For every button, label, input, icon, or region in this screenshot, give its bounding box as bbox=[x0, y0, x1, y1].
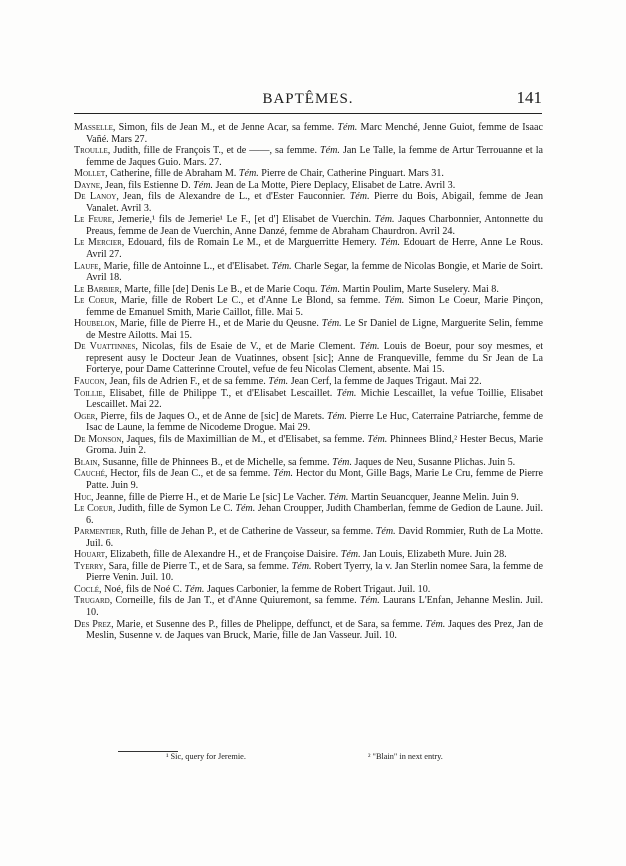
baptism-entry: Toillie, Elisabet, fille de Philippe T., et d'Elisabet Lescaillet. Tém. Michie Lescaillet, la vefue Toillie, Elisabet Lescaillet. Mai 22. bbox=[74, 387, 543, 411]
surname: Laufe bbox=[74, 260, 99, 272]
surname: Trugard bbox=[74, 595, 110, 607]
surname: Blain bbox=[74, 456, 98, 468]
surname: Faucon bbox=[74, 376, 105, 388]
witness-label: Tém. bbox=[340, 549, 361, 561]
footnote-2: ² "Blain" in next entry. bbox=[368, 752, 443, 761]
surname: Houbelon bbox=[74, 318, 115, 330]
surname: Dayne bbox=[74, 179, 101, 191]
page-title: BAPTÊMES. bbox=[262, 91, 354, 107]
baptism-entry: Houbelon, Marie, fille de Pierre H., et de Marie du Qeusne. Tém. Le Sr Daniel de Ligne, Marguerite Selin, femme de Mestre Ailotts. Mai 15. bbox=[74, 318, 543, 341]
witness-label: Tém. bbox=[380, 237, 401, 249]
surname: Le Coeur bbox=[74, 503, 113, 515]
baptism-entry: Le Feure, Jemerie,¹ fils de Jemerie¹ Le F., [et d'] Elisabet de Vuerchin. Tém. Jaques Charbonnier, Antonnette du Preaus, femme de Jean de Vuerchin, Anne Danzé, femme de Abraham Chaurdron. Avril 24. bbox=[74, 214, 544, 237]
witness-label: Tém. bbox=[184, 583, 205, 595]
footnotes bbox=[74, 752, 543, 766]
baptism-entry: Dayne, Jean, fils Estienne D. Tém. Jean de La Motte, Piere Deplacy, Elisabet de Latre. Avril 3. bbox=[74, 179, 456, 191]
baptism-entry: Huc, Jeanne, fille de Pierre H., et de Marie Le [sic] Le Vacher. Tém. Martin Seuancquer, Jeanne Melin. Juin 9. bbox=[74, 491, 519, 503]
surname: Troulle bbox=[74, 145, 108, 157]
surname: Toillie bbox=[74, 387, 103, 399]
baptism-entry: Houart, Elizabeth, fille de Alexandre H., et de Françoise Daisire. Tém. Jan Louis, Elizabeth Mure. Juin 28. bbox=[74, 549, 507, 561]
baptism-entry: Le Coeur, Marie, fille de Robert Le C., et d'Anne Le Blond, sa femme. Tém. Simon Le Coeur, Marie Pinçon, femme de Emanuel Smith, Marie Caillot, fille. Mai 5. bbox=[74, 295, 543, 318]
witness-label: Tém. bbox=[193, 179, 214, 191]
surname: Tyerry bbox=[74, 560, 104, 572]
witness-label: Tém. bbox=[291, 560, 312, 572]
witness-label: Tém. bbox=[328, 491, 349, 503]
baptism-entry: Le Mercier, Edouard, fils de Romain Le M., et de Marguerritte Hemery. Tém. Edouart de Herre, Anne Le Rous. Avril 27. bbox=[74, 237, 543, 261]
baptism-entry: Faucon, Jean, fils de Adrien F., et de sa femme. Tém. Jean Cerf, la femme de Jaques Trigaut. Mai 22. bbox=[74, 376, 482, 388]
witness-label: Tém. bbox=[320, 145, 340, 157]
surname: Coclé bbox=[74, 583, 100, 595]
baptism-entry: Le Barbier, Marte, fille [de] Denis Le B., et de Marie Coqu. Tém. Martin Poulim, Marte Suselery. Mai 8. bbox=[74, 283, 499, 295]
baptism-entry: De Vuattinnes, Nicolas, fils de Esaie de V., et de Marie Clement. Tém. Louis de Boeur, pour soy mesmes, et represent ausy le Docteur Jean de Vuatinnes, obsent [sic]; Anne de Franqueville, femme du Sr Jean de La Forterye, pour Dame Catterinne Croutel, vefue de feu Nicolas Clement, absente. Mai 15. bbox=[74, 341, 543, 376]
witness-label: Tém. bbox=[273, 468, 294, 480]
baptism-entry: Coclé, Noé, fils de Noé C. Tém. Jaques Carbonier, la femme de Robert Trigaut. Juil. 10. bbox=[74, 583, 431, 595]
surname: De Vuattinnes bbox=[74, 341, 136, 353]
page-number: 141 bbox=[516, 88, 542, 107]
witness-label: Tém. bbox=[268, 376, 289, 388]
surname: Houart bbox=[74, 549, 105, 561]
witness-label: Tém. bbox=[374, 214, 395, 226]
baptism-entry: Parmentier, Ruth, fille de Jehan P., et de Catherine de Vasseur, sa femme. Tém. David Rommier, Ruth de La Motte. Juil. 6. bbox=[74, 526, 543, 549]
witness-label: Tém. bbox=[337, 122, 358, 133]
witness-label: Tém. bbox=[375, 526, 396, 538]
surname: De Monson bbox=[74, 433, 122, 445]
surname: De Lanoy bbox=[74, 191, 117, 203]
witness-label: Tém. bbox=[367, 433, 388, 445]
page-header bbox=[74, 88, 542, 110]
surname: Le Mercier bbox=[74, 237, 122, 249]
witness-label: Tém. bbox=[321, 318, 342, 330]
baptism-entry: Des Prez, Marie, et Susenne des P., filles de Phelippe, deffunct, et de Sara, sa femme. Tém. Jaques des Prez, Jan de Meslin, Susenne v. de Jaques van Bruck, Marie, fille de Jan Vasseur. Juil. 10. bbox=[74, 618, 543, 642]
witness-label: Tém. bbox=[327, 410, 347, 422]
baptism-entry: Cauché, Hector, fils de Jean C., et de sa femme. Tém. Hector du Mont, Gille Bags, Marie Le Cru, femme de Pierre Patte. Juin 9. bbox=[74, 468, 544, 491]
witness-label: Tém. bbox=[359, 341, 380, 353]
surname: Oger bbox=[74, 410, 96, 422]
baptism-entry: Le Coeur, Judith, fille de Symon Le C. Tém. Jehan Croupper, Judith Chamberlan, femme de Gedion de Laune. Juil. 6. bbox=[74, 503, 543, 526]
baptism-entry: Tyerry, Sara, fille de Pierre T., et de Sara, sa femme. Tém. Robert Tyerry, la v. Jan Sterlin nomee Sara, la femme de Pierre Venin. Juil. 10. bbox=[74, 560, 543, 584]
witness-label: Tém. bbox=[384, 295, 405, 307]
baptism-entries bbox=[74, 122, 543, 642]
baptism-entry: De Lanoy, Jean, fils de Alexandre de L., et d'Ester Fauconnier. Tém. Pierre du Bois, Abigail, femme de Jean Vanalet. Avril 3. bbox=[74, 191, 544, 214]
baptism-entry: De Monson, Jaques, fils de Maximillian de M., et d'Elisabet, sa femme. Tém. Phinnees Blind,² Hester Becus, Marie Groma. Juin 2. bbox=[74, 433, 544, 457]
surname: Parmentier bbox=[74, 526, 121, 538]
header-rule bbox=[74, 113, 542, 114]
baptism-entry: Troulle, Judith, fille de François T., et de ——, sa femme. Tém. Jan Le Talle, la femme de Artur Terrouanne et la femme de Jaques Guio. Mars. 27. bbox=[74, 145, 543, 168]
baptism-entry: Laufe, Marie, fille de Antoinne L., et d'Elisabet. Tém. Charle Segar, la femme de Nicolas Bongie, et Marie de Soirt. Avril 18. bbox=[74, 260, 543, 284]
witness-label: Tém. bbox=[359, 595, 380, 607]
witness-label: Tém. bbox=[271, 260, 292, 272]
witness-label: Tém. bbox=[238, 168, 259, 180]
witness-label: Tém. bbox=[336, 387, 357, 399]
witness-label: Tém. bbox=[235, 503, 256, 515]
baptism-entry: Masselle, Simon, fils de Jean M., et de Jenne Acar, sa femme. Tém. Marc Menché, Jenne Guiot, femme de Isaac Vañé. Mars 27. bbox=[74, 122, 543, 145]
witness-label: Tém. bbox=[332, 456, 352, 468]
surname: Le Coeur bbox=[74, 295, 115, 307]
surname: Masselle bbox=[74, 122, 113, 133]
witness-label: Tém. bbox=[425, 618, 446, 630]
baptism-entry: Mollet, Catherine, fille de Abraham M. Tém. Pierre de Chair, Catherine Pinguart. Mars 31. bbox=[74, 168, 444, 180]
surname: Huc bbox=[74, 491, 92, 503]
surname: Mollet bbox=[74, 168, 106, 180]
surname: Des Prez bbox=[74, 618, 112, 630]
witness-label: Tém. bbox=[320, 283, 340, 295]
surname: Le Feure bbox=[74, 214, 112, 226]
footnote-1: ¹ Sic, query for Jeremie. bbox=[166, 752, 246, 761]
baptism-entry: Trugard, Corneille, fils de Jan T., et d'Anne Quiuremont, sa femme. Tém. Laurans L'Enfan, Jehanne Meslin. Juil. 10. bbox=[74, 595, 543, 618]
witness-label: Tém. bbox=[349, 191, 370, 203]
baptism-entry: Oger, Pierre, fils de Jaques O., et de Anne de [sic] de Marets. Tém. Pierre Le Huc, Caterraine Patriarche, femme de Isac de Laune, la femme de Nicodeme Drogue. Mai 29. bbox=[74, 410, 543, 434]
surname: Cauché bbox=[74, 468, 105, 480]
surname: Le Barbier bbox=[74, 283, 120, 295]
baptism-entry: Blain, Susanne, fille de Phinnees B., et de Michelle, sa femme. Tém. Jaques de Neu, Susanne Plichas. Juin 5. bbox=[74, 456, 516, 468]
